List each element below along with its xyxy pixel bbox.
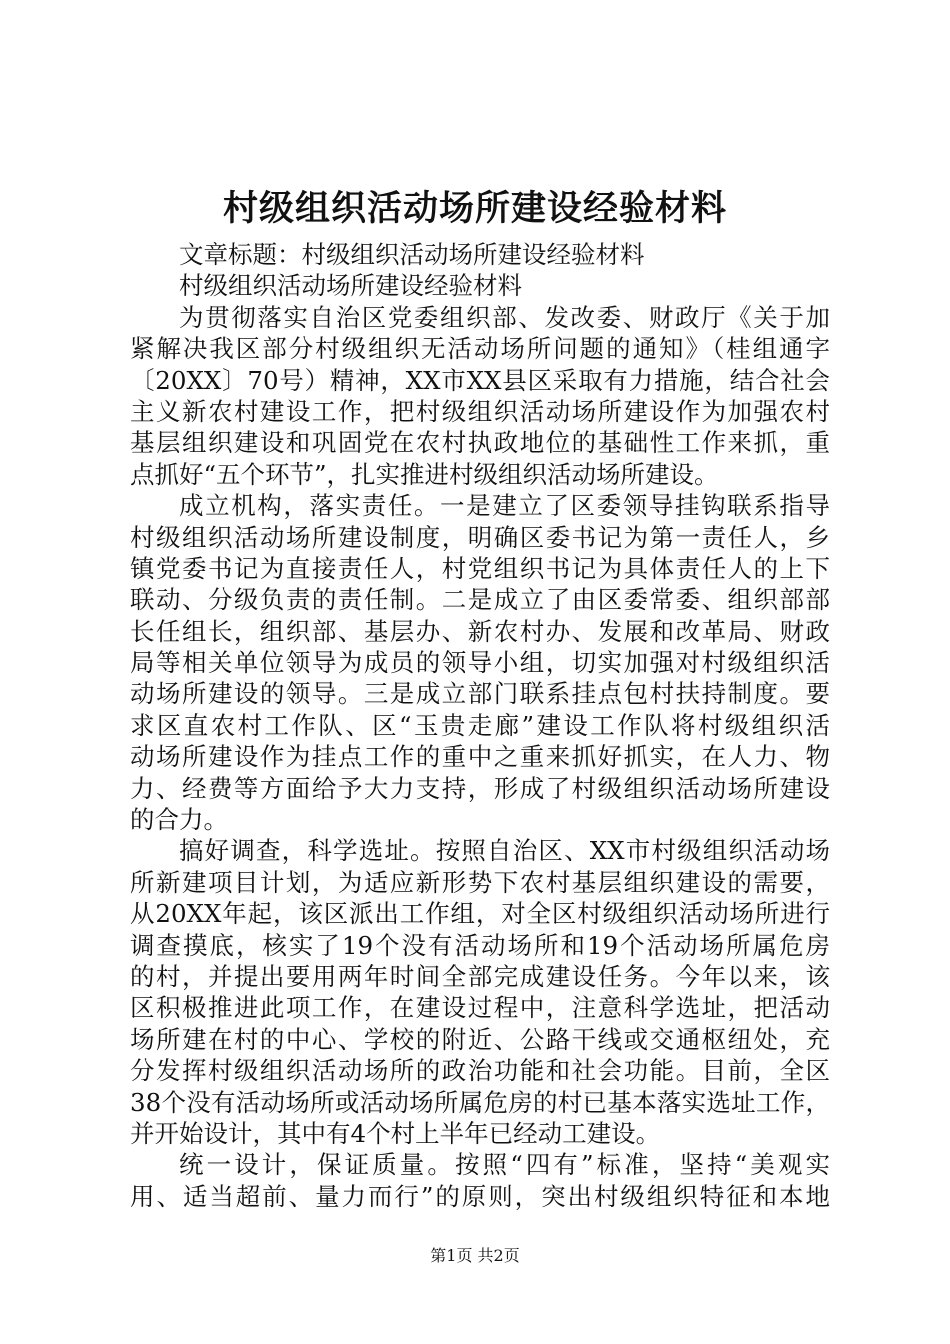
text-line: 用、适当超前、量力而行”的原则，突出村级组织特征和本地 xyxy=(130,1181,830,1211)
text-line: 动场所建设的领导。三是成立部门联系挂点包村扶持制度。要 xyxy=(130,679,830,709)
text-line: 联动、分级负责的责任制。二是成立了由区委常委、组织部部 xyxy=(130,585,830,615)
text-line: 力、经费等方面给予大力支持，形成了村级组织活动场所建设 xyxy=(130,773,830,803)
page-footer: 第1页 共2页 xyxy=(430,1246,520,1265)
text-line: 搞好调查，科学选址。按照自治区、XX市村级组织活动场 xyxy=(179,836,830,866)
text-line: 为贯彻落实自治区党委组织部、发改委、财政厅《关于加 xyxy=(179,302,830,332)
text-line: 村级组织活动场所建设经验材料 xyxy=(179,271,522,301)
text-line: 〔20XX〕70号）精神，XX市XX县区采取有力措施，结合社会 xyxy=(130,365,830,395)
document-body xyxy=(130,239,830,1212)
text-line: 的合力。 xyxy=(130,805,228,835)
text-line: 从20XX年起，该区派出工作组，对全区村级组织活动场所进行 xyxy=(130,899,830,929)
text-line: 所新建项目计划，为适应新形势下农村基层组织建设的需要， xyxy=(130,867,830,897)
text-line: 的村，并提出要用两年时间全部完成建设任务。今年以来，该 xyxy=(130,961,830,991)
text-line: 并开始设计，其中有4个村上半年已经动工建设。 xyxy=(130,1118,661,1148)
text-line: 文章标题：村级组织活动场所建设经验材料 xyxy=(179,240,645,269)
text-line: 分发挥村级组织活动场所的政治功能和社会功能。目前，全区 xyxy=(130,1056,830,1086)
text-line: 点抓好“五个环节”，扎实推进村级组织活动场所建设。 xyxy=(130,459,719,489)
text-line: 求区直农村工作队、区“玉贵走廊”建设工作队将村级组织活 xyxy=(130,710,830,740)
text-line: 38个没有活动场所或活动场所属危房的村已基本落实选址工作， xyxy=(130,1087,830,1117)
text-line: 统一设计，保证质量。按照“四有”标准，坚持“美观实 xyxy=(179,1150,830,1180)
text-line: 基层组织建设和巩固党在农村执政地位的基础性工作来抓，重 xyxy=(130,428,830,458)
text-line: 动场所建设作为挂点工作的重中之重来抓好抓实，在人力、物 xyxy=(130,742,830,772)
text-line: 成立机构，落实责任。一是建立了区委领导挂钩联系指导 xyxy=(179,491,830,521)
text-line: 局等相关单位领导为成员的领导小组，切实加强对村级组织活 xyxy=(130,648,830,678)
text-line: 村级组织活动场所建设制度，明确区委书记为第一责任人，乡 xyxy=(130,522,830,552)
text-line: 紧解决我区部分村级组织无活动场所问题的通知》（桂组通字 xyxy=(130,334,830,364)
document-title: 村级组织活动场所建设经验材料 xyxy=(222,188,727,229)
text-line: 场所建在村的中心、学校的附近、公路干线或交通枢纽处，充 xyxy=(130,1024,830,1054)
text-line: 调查摸底，核实了19个没有活动场所和19个活动场所属危房 xyxy=(130,930,830,960)
text-line: 长任组长，组织部、基层办、新农村办、发展和改革局、财政 xyxy=(130,616,830,646)
text-line: 区积极推进此项工作，在建设过程中，注意科学选址，把活动 xyxy=(130,993,830,1023)
text-line: 主义新农村建设工作，把村级组织活动场所建设作为加强农村 xyxy=(130,396,830,426)
text-line: 镇党委书记为直接责任人，村党组织书记为具体责任人的上下 xyxy=(130,553,830,583)
